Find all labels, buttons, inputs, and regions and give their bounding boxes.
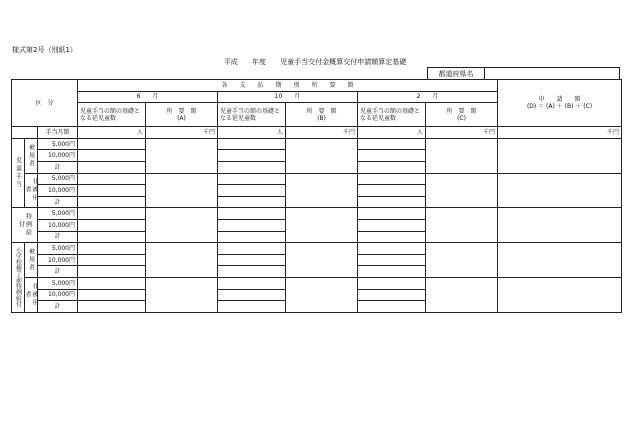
unit-person: 人	[218, 127, 286, 139]
required-input[interactable]	[146, 243, 218, 278]
total-label: 計	[38, 231, 78, 243]
count-input[interactable]	[78, 301, 146, 313]
basis-count-header-a: 児童手当の額の基礎となる延児童数	[78, 103, 146, 127]
count-input[interactable]	[218, 208, 286, 220]
count-input[interactable]	[218, 243, 286, 255]
count-input[interactable]	[218, 301, 286, 313]
count-input[interactable]	[78, 185, 146, 197]
required-input[interactable]	[286, 208, 358, 243]
required-c-header: 所 要 額 (C)	[426, 103, 498, 127]
count-input[interactable]	[78, 208, 146, 220]
count-input[interactable]	[218, 289, 286, 301]
section-non-insured: 非被用者	[25, 173, 38, 208]
required-b-header: 所 要 額 (B)	[286, 103, 358, 127]
monthly-amount-header: 手当月額	[38, 127, 78, 139]
count-input[interactable]	[218, 219, 286, 231]
section-special-benefit: 特例給付	[12, 208, 38, 243]
request-formula: (D) ＝ (A) ＋ (B) ＋ (C)	[526, 103, 593, 111]
request-input[interactable]	[498, 243, 622, 278]
count-input[interactable]	[78, 196, 146, 208]
section-pre-school-special: 小学校修了前特例給付	[12, 243, 25, 313]
total-label: 計	[38, 161, 78, 173]
basis-count-header-c: 児童手当の額の基礎となる延児童数	[358, 103, 426, 127]
request-input[interactable]	[498, 138, 622, 173]
count-input[interactable]	[78, 289, 146, 301]
request-label: 申 請 額	[538, 96, 581, 104]
required-a-header: 所 要 額 (A)	[146, 103, 218, 127]
basis-count-header-b: 児童手当の額の基礎となる延児童数	[218, 103, 286, 127]
unit-thousand-yen: 千円	[146, 127, 218, 139]
required-input[interactable]	[146, 208, 218, 243]
count-input[interactable]	[358, 243, 426, 255]
calculation-table	[11, 79, 622, 313]
count-input[interactable]	[358, 173, 426, 185]
required-input[interactable]	[426, 277, 498, 312]
amount-label: 10,000円	[38, 150, 78, 162]
section-child-allowance: 児童手当	[12, 138, 25, 208]
count-input[interactable]	[78, 138, 146, 150]
count-input[interactable]	[358, 150, 426, 162]
count-input[interactable]	[358, 196, 426, 208]
count-input[interactable]	[358, 301, 426, 313]
count-input[interactable]	[218, 231, 286, 243]
required-input[interactable]	[426, 173, 498, 208]
unit-person: 人	[358, 127, 426, 139]
total-label: 計	[38, 196, 78, 208]
section-header: 区 分	[12, 80, 78, 127]
count-input[interactable]	[358, 266, 426, 278]
required-input[interactable]	[286, 138, 358, 173]
count-input[interactable]	[218, 173, 286, 185]
count-input[interactable]	[358, 231, 426, 243]
amount-label: 5,000円	[38, 243, 78, 255]
required-input[interactable]	[286, 173, 358, 208]
count-input[interactable]	[218, 161, 286, 173]
count-input[interactable]	[358, 161, 426, 173]
required-input[interactable]	[286, 243, 358, 278]
count-input[interactable]	[78, 254, 146, 266]
count-input[interactable]	[358, 138, 426, 150]
count-input[interactable]	[78, 150, 146, 162]
count-input[interactable]	[78, 277, 146, 289]
count-input[interactable]	[358, 208, 426, 220]
section-insured: 被用者	[25, 243, 38, 278]
prefecture-label: 都道府県名	[428, 68, 485, 80]
count-input[interactable]	[218, 196, 286, 208]
request-input[interactable]	[498, 277, 622, 312]
title-name: 児童手当交付金概算交付申請額算定基礎	[280, 58, 407, 66]
amount-label: 5,000円	[38, 277, 78, 289]
required-input[interactable]	[146, 173, 218, 208]
month-october: 10 月	[218, 91, 358, 103]
count-input[interactable]	[78, 173, 146, 185]
unit-thousand-yen: 千円	[498, 127, 622, 139]
count-input[interactable]	[78, 219, 146, 231]
count-input[interactable]	[218, 185, 286, 197]
month-june: 6 月	[78, 91, 218, 103]
count-input[interactable]	[218, 138, 286, 150]
amount-label: 5,000円	[38, 138, 78, 150]
request-header	[498, 80, 622, 127]
section-insured: 被用者	[25, 138, 38, 173]
title-year: 年度	[252, 58, 266, 66]
request-input[interactable]	[498, 173, 622, 208]
amount-label: 10,000円	[38, 289, 78, 301]
breakdown-header: 各 支 払 期 別 所 要 額	[78, 80, 498, 92]
prefecture-input[interactable]	[485, 68, 620, 80]
document-title	[0, 57, 630, 67]
amount-label: 5,000円	[38, 208, 78, 220]
required-input[interactable]	[426, 208, 498, 243]
count-input[interactable]	[358, 277, 426, 289]
count-input[interactable]	[78, 231, 146, 243]
request-input[interactable]	[498, 208, 622, 243]
required-input[interactable]	[426, 138, 498, 173]
section-non-insured: 非被用者	[25, 277, 38, 312]
count-input[interactable]	[218, 266, 286, 278]
count-input[interactable]	[358, 289, 426, 301]
amount-label: 10,000円	[38, 219, 78, 231]
required-input[interactable]	[286, 277, 358, 312]
unit-person: 人	[78, 127, 146, 139]
unit-thousand-yen: 千円	[286, 127, 358, 139]
count-input[interactable]	[358, 254, 426, 266]
count-input[interactable]	[78, 266, 146, 278]
count-input[interactable]	[218, 254, 286, 266]
count-input[interactable]	[218, 150, 286, 162]
required-input[interactable]	[426, 243, 498, 278]
blank-cell	[12, 127, 38, 139]
amount-label: 5,000円	[38, 173, 78, 185]
count-input[interactable]	[78, 243, 146, 255]
title-era: 平成	[223, 58, 238, 66]
amount-label: 10,000円	[38, 254, 78, 266]
month-february: 2 月	[358, 91, 498, 103]
unit-thousand-yen: 千円	[426, 127, 498, 139]
form-number-label: 様式第2号（別紙1）	[12, 46, 77, 54]
required-input[interactable]	[146, 138, 218, 173]
count-input[interactable]	[358, 185, 426, 197]
count-input[interactable]	[218, 277, 286, 289]
count-input[interactable]	[358, 219, 426, 231]
amount-label: 10,000円	[38, 185, 78, 197]
count-input[interactable]	[78, 161, 146, 173]
required-input[interactable]	[146, 277, 218, 312]
total-label: 計	[38, 301, 78, 313]
total-label: 計	[38, 266, 78, 278]
